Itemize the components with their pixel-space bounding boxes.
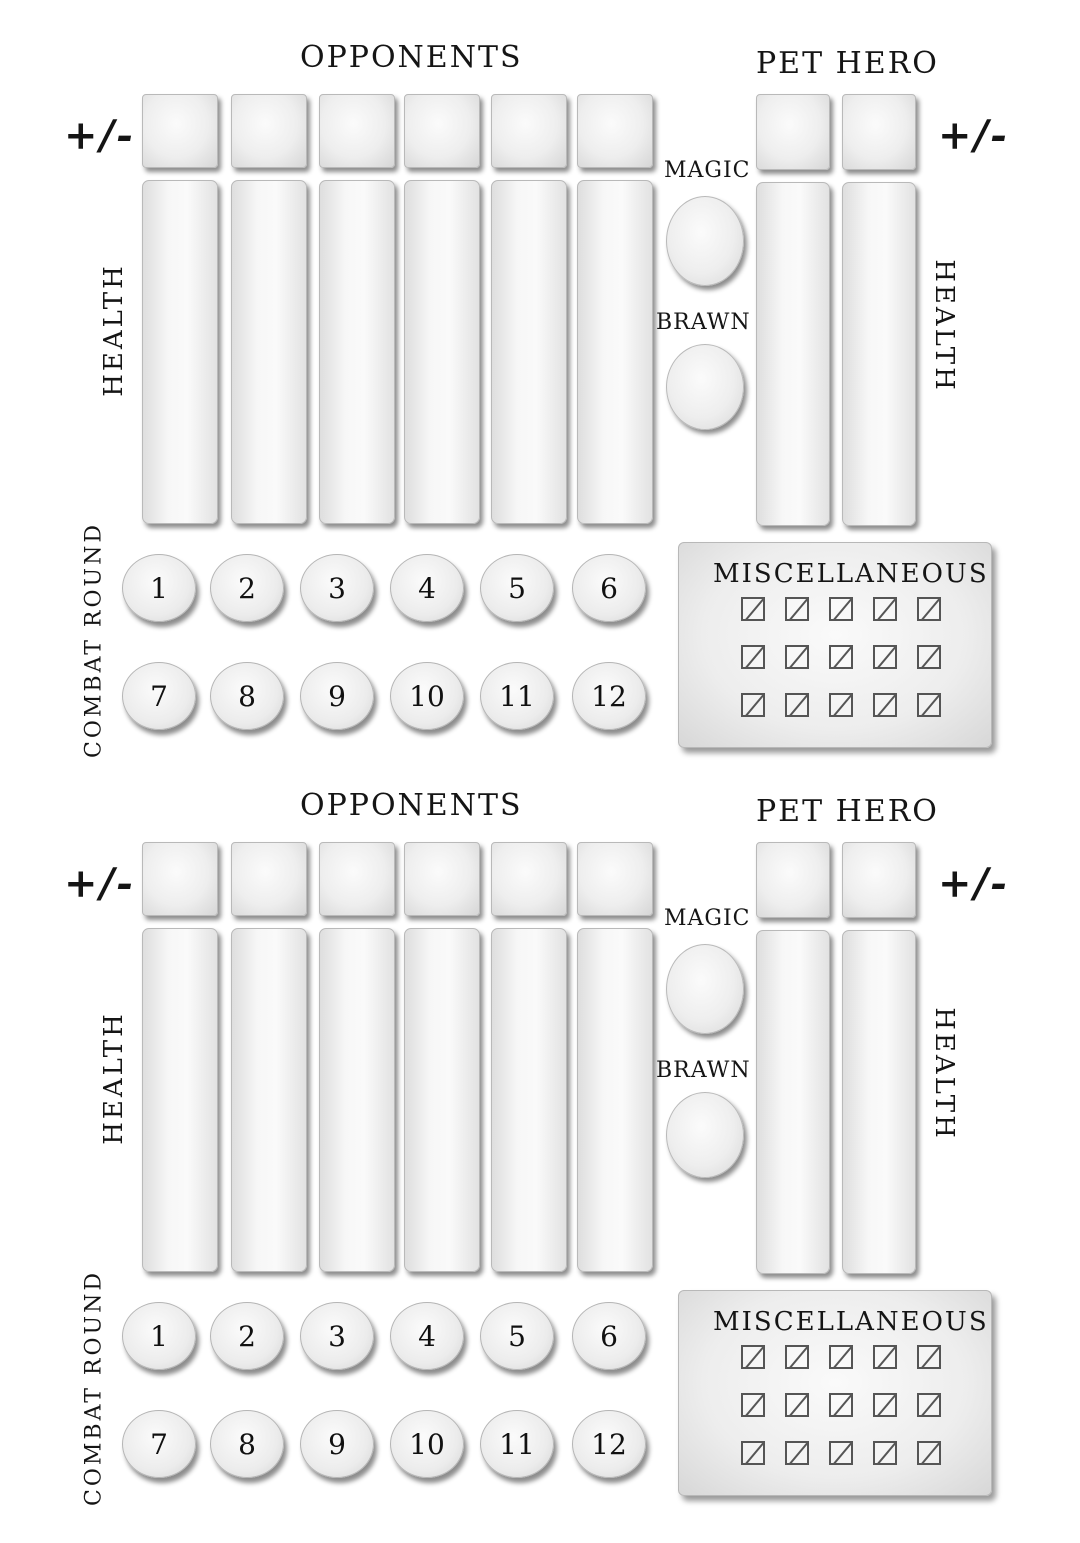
brawn-stat-disc[interactable]: [666, 344, 744, 430]
misc-checkbox[interactable]: [829, 1345, 853, 1369]
opponent-health-column[interactable]: [231, 180, 307, 524]
misc-checkbox[interactable]: [741, 1345, 765, 1369]
combat-round-disc[interactable]: 10: [390, 1410, 464, 1478]
combat-round-disc[interactable]: 4: [390, 554, 464, 622]
misc-checkbox[interactable]: [917, 1345, 941, 1369]
miscellaneous-title: MISCELLANEOUS: [713, 1307, 989, 1337]
pet-hero-title: PET HERO: [756, 794, 939, 829]
misc-checkbox[interactable]: [873, 597, 897, 621]
combat-round-disc[interactable]: 11: [480, 662, 554, 730]
pet-hero-modifier-box[interactable]: [756, 842, 830, 918]
combat-panel-top: [0, 0, 1080, 758]
misc-checkbox[interactable]: [785, 1441, 809, 1465]
opponent-health-column[interactable]: [491, 180, 567, 524]
combat-round-disc[interactable]: 6: [572, 554, 646, 622]
misc-checkbox[interactable]: [741, 597, 765, 621]
pet-hero-modifier-box[interactable]: [756, 94, 830, 170]
opponents-title: OPPONENTS: [300, 40, 523, 75]
misc-checkbox[interactable]: [741, 1441, 765, 1465]
opponent-health-column[interactable]: [142, 928, 218, 1272]
magic-stat-disc[interactable]: [666, 196, 744, 286]
opponents-plus-minus-label: +/-: [64, 112, 135, 159]
brawn-stat-disc[interactable]: [666, 1092, 744, 1178]
misc-checkbox[interactable]: [873, 1393, 897, 1417]
combat-round-disc[interactable]: 8: [210, 662, 284, 730]
misc-checkbox[interactable]: [917, 645, 941, 669]
misc-checkbox[interactable]: [785, 597, 809, 621]
opponent-modifier-box[interactable]: [404, 94, 480, 168]
opponent-modifier-box[interactable]: [404, 842, 480, 916]
brawn-label: BRAWN: [656, 1058, 751, 1083]
misc-checkbox[interactable]: [829, 645, 853, 669]
pet-hero-health-column[interactable]: [756, 930, 830, 1274]
combat-round-disc[interactable]: 9: [300, 662, 374, 730]
combat-round-disc[interactable]: 4: [390, 1302, 464, 1370]
misc-checkbox[interactable]: [917, 597, 941, 621]
opponent-modifier-box[interactable]: [577, 842, 653, 916]
combat-round-disc[interactable]: 7: [122, 1410, 196, 1478]
combat-round-label: COMBAT ROUND: [81, 1270, 107, 1506]
combat-round-disc[interactable]: 3: [300, 554, 374, 622]
misc-checkbox[interactable]: [741, 645, 765, 669]
combat-round-disc[interactable]: 12: [572, 1410, 646, 1478]
misc-checkbox[interactable]: [741, 693, 765, 717]
pet-hero-health-label: HEALTH: [929, 1007, 959, 1141]
misc-checkbox[interactable]: [917, 1393, 941, 1417]
opponent-modifier-box[interactable]: [319, 94, 395, 168]
combat-round-disc[interactable]: 2: [210, 554, 284, 622]
opponents-title: OPPONENTS: [300, 788, 523, 823]
combat-round-disc[interactable]: 10: [390, 662, 464, 730]
opponent-health-column[interactable]: [491, 928, 567, 1272]
opponent-health-column[interactable]: [577, 928, 653, 1272]
misc-checkbox[interactable]: [873, 693, 897, 717]
opponent-health-column[interactable]: [577, 180, 653, 524]
brawn-label: BRAWN: [656, 310, 751, 335]
pet-hero-modifier-box[interactable]: [842, 94, 916, 170]
combat-round-disc[interactable]: 7: [122, 662, 196, 730]
misc-checkbox[interactable]: [785, 693, 809, 717]
misc-checkbox[interactable]: [873, 1441, 897, 1465]
misc-checkbox[interactable]: [785, 645, 809, 669]
misc-checkbox[interactable]: [917, 1441, 941, 1465]
misc-checkbox[interactable]: [873, 645, 897, 669]
misc-checkbox[interactable]: [917, 693, 941, 717]
pet-hero-plus-minus-label: +/-: [938, 112, 1009, 159]
opponent-modifier-box[interactable]: [142, 94, 218, 168]
misc-checkbox[interactable]: [829, 1393, 853, 1417]
magic-label: MAGIC: [664, 158, 751, 183]
opponent-health-column[interactable]: [404, 928, 480, 1272]
miscellaneous-box: [678, 1290, 992, 1496]
combat-round-disc[interactable]: 5: [480, 554, 554, 622]
combat-round-disc[interactable]: 9: [300, 1410, 374, 1478]
magic-label: MAGIC: [664, 906, 751, 931]
opponent-modifier-box[interactable]: [491, 842, 567, 916]
pet-hero-health-column[interactable]: [842, 182, 916, 526]
misc-checkbox[interactable]: [785, 1393, 809, 1417]
opponent-modifier-box[interactable]: [491, 94, 567, 168]
misc-checkbox[interactable]: [829, 693, 853, 717]
pet-hero-plus-minus-label: +/-: [938, 860, 1009, 907]
opponent-modifier-box[interactable]: [142, 842, 218, 916]
miscellaneous-box: [678, 542, 992, 748]
combat-round-disc[interactable]: 12: [572, 662, 646, 730]
misc-checkbox[interactable]: [873, 1345, 897, 1369]
misc-checkbox[interactable]: [829, 1441, 853, 1465]
combat-round-disc[interactable]: 3: [300, 1302, 374, 1370]
misc-checkbox[interactable]: [741, 1393, 765, 1417]
combat-round-disc[interactable]: 1: [122, 1302, 196, 1370]
misc-checkbox[interactable]: [785, 1345, 809, 1369]
pet-hero-title: PET HERO: [756, 46, 939, 81]
combat-round-disc[interactable]: 5: [480, 1302, 554, 1370]
opponents-health-label: HEALTH: [99, 1011, 129, 1145]
opponent-modifier-box[interactable]: [577, 94, 653, 168]
pet-hero-modifier-box[interactable]: [842, 842, 916, 918]
combat-panel-bottom: [0, 748, 1080, 1506]
pet-hero-health-column[interactable]: [756, 182, 830, 526]
opponent-modifier-box[interactable]: [231, 842, 307, 916]
combat-round-disc[interactable]: 8: [210, 1410, 284, 1478]
combat-round-disc[interactable]: 2: [210, 1302, 284, 1370]
combat-round-disc[interactable]: 1: [122, 554, 196, 622]
opponent-health-column[interactable]: [319, 928, 395, 1272]
opponents-plus-minus-label: +/-: [64, 860, 135, 907]
opponent-health-column[interactable]: [404, 180, 480, 524]
magic-stat-disc[interactable]: [666, 944, 744, 1034]
opponent-modifier-box[interactable]: [231, 94, 307, 168]
misc-checkbox[interactable]: [829, 597, 853, 621]
pet-hero-health-column[interactable]: [842, 930, 916, 1274]
opponent-modifier-box[interactable]: [319, 842, 395, 916]
pet-hero-health-label: HEALTH: [929, 259, 959, 393]
miscellaneous-title: MISCELLANEOUS: [713, 559, 989, 589]
combat-round-label: COMBAT ROUND: [81, 522, 107, 758]
opponent-health-column[interactable]: [142, 180, 218, 524]
opponent-health-column[interactable]: [319, 180, 395, 524]
opponents-health-label: HEALTH: [99, 263, 129, 397]
combat-round-disc[interactable]: 6: [572, 1302, 646, 1370]
opponent-health-column[interactable]: [231, 928, 307, 1272]
combat-round-disc[interactable]: 11: [480, 1410, 554, 1478]
